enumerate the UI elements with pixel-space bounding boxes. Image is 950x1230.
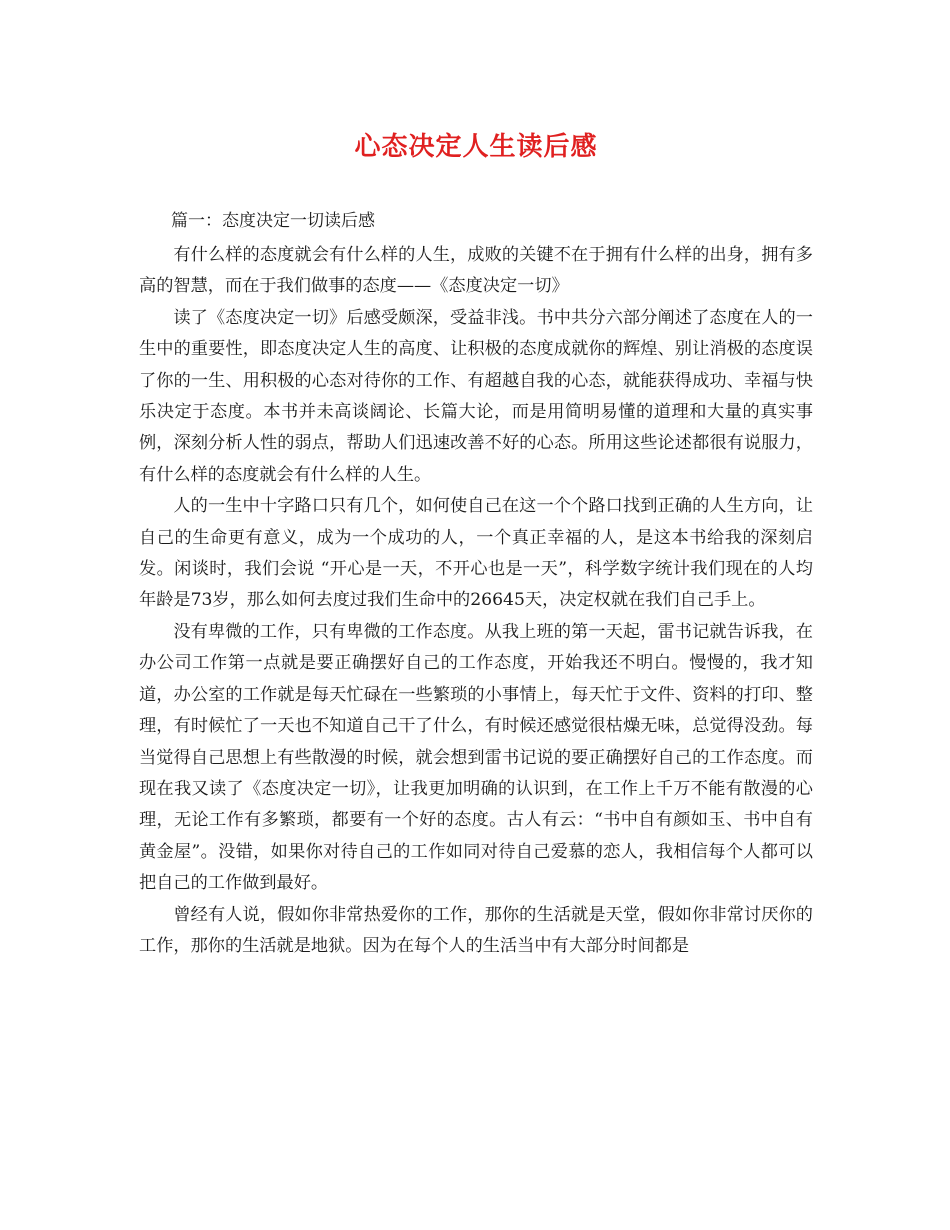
- paragraph-5: 曾经有人说，假如你非常热爱你的工作，那你的生活就是天堂，假如你非常讨厌你的工作，那你的生活就是地狱。因为在每个人的生活当中有大部分时间都是: [139, 904, 813, 956]
- paragraph-1: 有什么样的态度就会有什么样的人生，成败的关键不在于拥有什么样的出身，拥有多高的智慧，而在于我们做事的态度——《态度决定一切》: [139, 245, 813, 297]
- paragraph-4: 没有卑微的工作，只有卑微的工作态度。从我上班的第一天起，雷书记就告诉我，在办公司工作第一点就是要正确摆好自己的工作态度，开始我还不明白。慢慢的，我才知道，办公室的工作就是每天忙碌在一些繁琐的小事情上，每天忙于文件、资料的打印、整理，有时候忙了一天也不知道自己干了什么，有时候还感觉很枯燥无味，总觉得没劲。每当觉得自己思想上有些散漫的时候，就会想到雷书记说的要正确摆好自己的工作态度。而现在我又读了《态度决定一切》，让我更加明确的认识到，在工作上千万不能有散漫的心理，无论工作有多繁琐，都要有一个好的态度。古人有云：“书中自有颜如玉、书中自有黄金屋”。没错，如果你对待自己的工作如同对待自己爱慕的恋人，我相信每个人都可以把自己的工作做到最好。: [139, 621, 813, 894]
- paragraph-2: 读了《态度决定一切》后感受颇深，受益非浅。书中共分六部分阐述了态度在人的一生中的重要性，即态度决定人生的高度、让积极的态度成就你的辉煌、别让消极的态度误了你的一生、用积极的心态对待你的工作、有超越自我的心态，就能获得成功、幸福与快乐决定于态度。本书并未高谈阔论、长篇大论，而是用简明易懂的道理和大量的真实事例，深刻分析人性的弱点，帮助人们迅速改善不好的心态。所用这些论述都很有说服力，有什么样的态度就会有什么样的人生。: [139, 307, 813, 485]
- paragraph-3: 人的一生中十字路口只有几个，如何使自己在这一个个路口找到正确的人生方向，让自己的生命更有意义，成为一个成功的人，一个真正幸福的人，是这本书给我的深刻启发。闲谈时，我们会说 “开心是一天，不开心也是一天”，科学数字统计我们现在的人均年龄是73岁，那么如何去度过我们生命中的26645天，决定权就在我们自己手上。: [139, 496, 813, 611]
- section-heading: 篇一：态度决定一切读后感: [171, 211, 375, 231]
- document-title: 心态决定人生读后感: [354, 132, 598, 162]
- document-page: [139, 0, 813, 962]
